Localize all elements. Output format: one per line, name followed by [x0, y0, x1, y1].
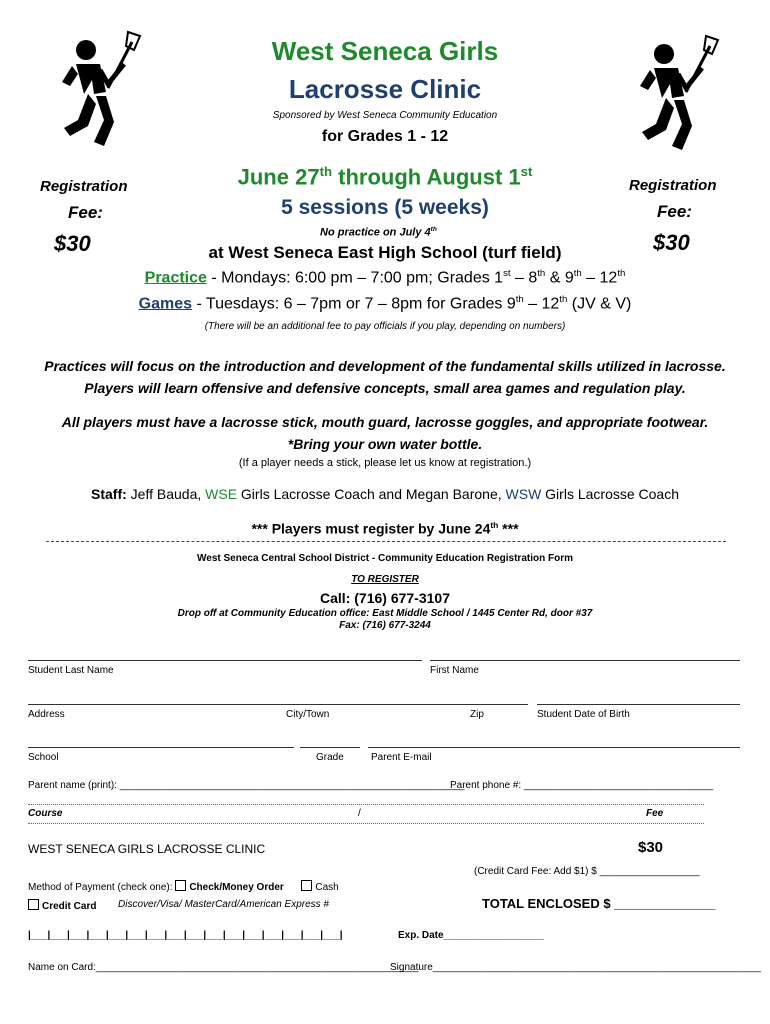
clinic-fee: $30: [638, 839, 664, 856]
officials-fee-note: (There will be an additional fee to pay officials if you play, depending on numbers): [204, 321, 566, 332]
focus-paragraph-line1: Practices will focus on the introduction and development of the fundamental skills utilized in lacrosse.: [44, 358, 726, 374]
payment-method-label: Method of Payment: [28, 882, 115, 893]
total-enclosed-field[interactable]: TOTAL ENCLOSED $ ______________: [482, 896, 716, 911]
practice-schedule: Practice - Mondays: 6:00 pm – 7:00 pm; Grades 1st – 8th & 9th – 12th: [144, 268, 626, 287]
fee-label: Fee:: [657, 202, 692, 221]
school-field[interactable]: [28, 747, 294, 748]
course-bottom-rule: [28, 823, 704, 824]
card-types: Discover/Visa/ MasterCard/American Express #: [118, 899, 329, 910]
no-practice-note: No practice on July 4th: [320, 226, 437, 239]
form-title: West Seneca Central School District - Community Education Registration Form: [197, 553, 573, 564]
school-label: School: [28, 752, 59, 763]
check-money-order-checkbox[interactable]: [175, 880, 186, 891]
city-town-label: City/Town: [286, 709, 330, 720]
address-field[interactable]: [28, 704, 528, 705]
course-top-rule: [28, 804, 704, 805]
fee-amount: $30: [54, 231, 91, 256]
grade-label: Grade: [316, 752, 344, 763]
parent-name-field[interactable]: Parent name (print): ______________________________________________________________: [28, 780, 465, 791]
dropoff-address: Drop off at Community Education office: East Middle School / 1445 Center Rd, door #37: [177, 608, 593, 619]
stick-note: (If a player needs a stick, please let us know at registration.): [238, 457, 532, 469]
payment-method-line: [28, 880, 339, 893]
equipment-paragraph-line2: *Bring your own water bottle.: [287, 436, 483, 452]
fee-label: Fee:: [68, 203, 103, 222]
date-range: June 27th through August 1st: [237, 164, 533, 190]
sessions-text: 5 sessions (5 weeks): [281, 196, 489, 219]
equipment-paragraph-line1: All players must have a lacrosse stick, mouth guard, lacrosse goggles, and appropriate footwear.: [61, 414, 709, 430]
dob-field[interactable]: [537, 704, 740, 705]
fee-amount: $30: [653, 230, 690, 255]
name-on-card-field[interactable]: Name on Card:__________________________________________________________: [28, 962, 419, 973]
title-line1: West Seneca Girls: [271, 36, 499, 66]
staff-line: Staff: Jeff Bauda, WSE Girls Lacrosse Coach and Megan Barone, WSW Girls Lacrosse Coach: [91, 486, 679, 502]
student-last-name-label: Student Last Name: [28, 665, 114, 676]
cut-line: [46, 541, 726, 542]
parent-email-field[interactable]: [368, 747, 740, 748]
location-text: at West Seneca East High School (turf field): [208, 243, 562, 262]
grades-text: for Grades 1 - 12: [321, 128, 449, 145]
fee-column-label: Fee: [646, 808, 664, 819]
zip-label: Zip: [470, 709, 484, 720]
to-register-heading: TO REGISTER: [351, 574, 419, 585]
student-last-name-field[interactable]: [28, 660, 422, 661]
registration-label: Registration: [40, 178, 128, 195]
grade-field[interactable]: [300, 747, 360, 748]
cash-checkbox[interactable]: [301, 880, 312, 891]
dob-label: Student Date of Birth: [537, 709, 630, 720]
fax-number: Fax: (716) 677-3244: [339, 620, 431, 631]
registration-deadline: *** Players must register by June 24th ***: [251, 520, 519, 537]
course-slash: /: [358, 808, 361, 819]
credit-card-fee-field[interactable]: (Credit Card Fee: Add $1) $ __________________: [474, 866, 700, 877]
title-line2: Lacrosse Clinic: [288, 74, 482, 104]
first-name-label: First Name: [430, 665, 479, 676]
first-name-field[interactable]: [430, 660, 740, 661]
sponsor-text: Sponsored by West Seneca Community Education: [272, 110, 498, 121]
card-number-field[interactable]: |___|___|___|___|___|___|___|___|___|___|___|___|___|___|___|___|: [28, 930, 343, 941]
focus-paragraph-line2: Players will learn offensive and defensive concepts, small area games and regulation play.: [84, 380, 686, 396]
clinic-name: WEST SENECA GIRLS LACROSSE CLINIC: [28, 842, 266, 856]
parent-email-label: Parent E-mail: [371, 752, 432, 763]
parent-phone-field[interactable]: Parent phone #: __________________________________: [450, 780, 714, 791]
check-money-order-label: Check/Money Order: [189, 882, 284, 893]
address-label: Address: [28, 709, 65, 720]
registration-label: Registration: [629, 177, 717, 194]
exp-date-field[interactable]: Exp. Date__________________: [398, 930, 544, 941]
cash-label: Cash: [315, 882, 339, 893]
course-label: Course: [28, 808, 63, 819]
signature-field[interactable]: Signature___________________________________________________________: [390, 962, 761, 973]
games-schedule: Games - Tuesdays: 6 – 7pm or 7 – 8pm for Grades 9th – 12th (JV & V): [138, 294, 632, 313]
payment-method-hint: (check one):: [114, 882, 176, 893]
credit-card-line: [28, 899, 96, 912]
credit-card-checkbox[interactable]: [28, 899, 39, 910]
call-number: Call: (716) 677-3107: [320, 590, 450, 606]
credit-card-label: Credit Card: [42, 901, 97, 912]
